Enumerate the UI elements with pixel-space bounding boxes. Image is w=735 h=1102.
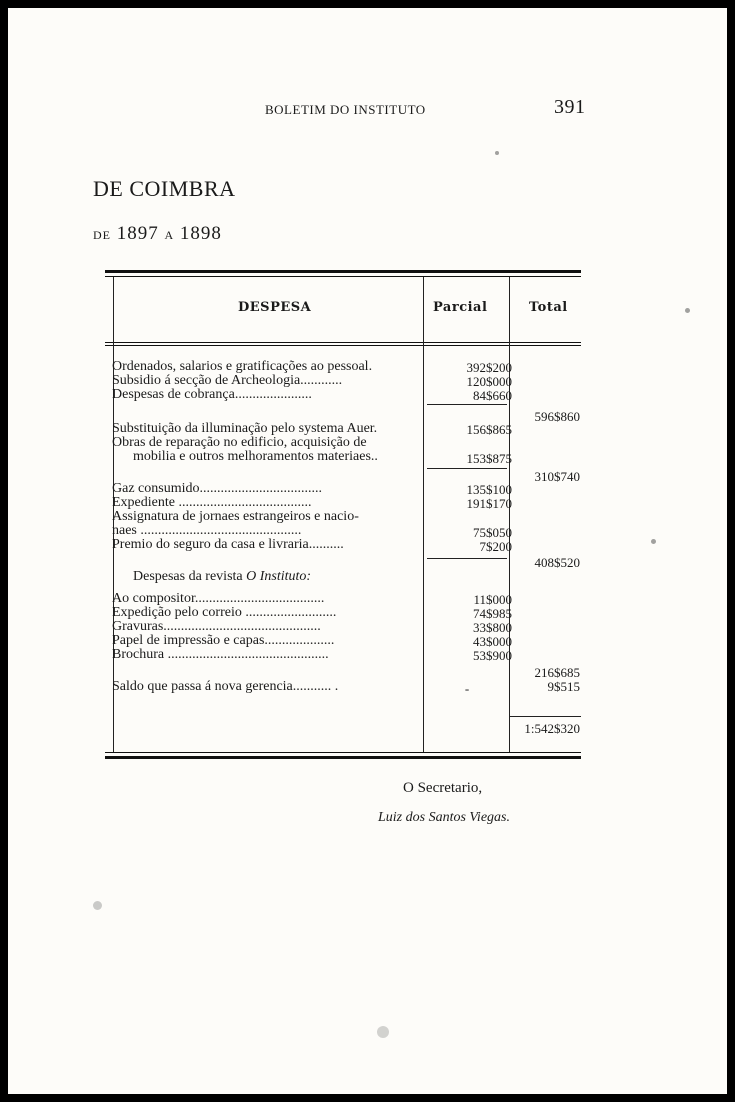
table-row-label: Assignatura de jornaes estrangeiros e nacio-: [112, 510, 359, 524]
table-row-parcial: 7$200: [479, 539, 512, 554]
table-row-label: Gaz consumido...................................: [112, 482, 322, 496]
header-total: Total: [529, 300, 568, 315]
table-row-label: Ordenados, salarios e gratificações ao pessoal.: [112, 360, 373, 374]
table-row-label: Expedição pelo correio ..........................: [112, 606, 337, 620]
subtotal-value: 310$740: [534, 469, 580, 484]
table-rule-top: [105, 270, 581, 273]
paper-speck: [495, 151, 499, 155]
subheading-de: DE: [93, 228, 111, 242]
table-row-parcial: -: [464, 681, 470, 696]
header-parcial: Parcial: [433, 300, 488, 315]
subtotal-value: 9$515: [547, 679, 580, 694]
paper-speck: [685, 308, 690, 313]
running-head-title: BOLETIM DO INSTITUTO: [265, 102, 426, 117]
table-rule-bottom: [105, 756, 581, 759]
revista-label-prefix: Despesas da revista: [133, 570, 247, 584]
table-row-parcial: 84$660: [473, 388, 512, 403]
table-row-label: Saldo que passa á nova gerencia........... .: [112, 680, 339, 694]
table-row-parcial: 74$985: [473, 606, 512, 621]
subtotal-value: 408$520: [534, 555, 580, 570]
section-heading: DE COIMBRA: [93, 176, 236, 201]
table-row-label: Despesas de cobrança......................: [112, 388, 312, 402]
grand-total-rule: [509, 716, 581, 717]
paper-speck: [93, 901, 102, 910]
header-despesa: DESPESA: [238, 300, 312, 315]
table-row-label: Obras de reparação no edificio, acquisição de: [112, 436, 367, 450]
subtotal-rule: [427, 468, 507, 469]
page: [8, 8, 727, 1094]
table-row-label: naes ..............................................: [112, 524, 302, 538]
table-row-parcial: 11$000: [473, 592, 512, 607]
revista-label-title: O Instituto:: [246, 570, 312, 584]
subtotal-value: 216$685: [534, 665, 580, 680]
table-row-label: Gravuras.............................................: [112, 620, 321, 634]
table-row-label: [133, 570, 417, 584]
table-row-label: mobilia e outros melhoramentos materiaes..: [133, 450, 378, 464]
table-row-parcial: 191$170: [466, 496, 512, 511]
table-row-label: Substituição da illuminação pelo systema Auer.: [112, 422, 378, 436]
subtotal-rule: [427, 558, 507, 559]
table-row-parcial: 33$800: [473, 620, 512, 635]
table-vline-parcial: [423, 277, 424, 752]
table-rule-bottom-thin: [105, 752, 581, 753]
subheading-a: A: [164, 228, 175, 242]
table-row-parcial: 53$900: [473, 648, 512, 663]
subtotal-rule: [427, 404, 507, 405]
page-number: 391: [554, 96, 586, 118]
paper-speck: [377, 1026, 389, 1038]
table-row-parcial: 153$875: [466, 451, 512, 466]
table-row-label: Papel de impressão e capas....................: [112, 634, 335, 648]
table-row-label: Brochura ..............................................: [112, 648, 329, 662]
signature-name: Luiz dos Santos Viegas.: [378, 810, 510, 825]
table-row-parcial: 392$200: [466, 360, 512, 375]
signature-role: O Secretario,: [403, 780, 483, 796]
paper-speck: [651, 539, 656, 544]
table-row-label: Premio do seguro da casa e livraria..........: [112, 538, 344, 552]
subheading-year-end: 1898: [179, 223, 222, 244]
table-row-label: Subsidio á secção de Archeologia............: [112, 374, 343, 388]
table-row-parcial: 156$865: [466, 422, 512, 437]
subheading-year-start: 1897: [116, 223, 159, 244]
table-row-parcial: 135$100: [466, 482, 512, 497]
section-subheading: [93, 223, 222, 245]
table-row-parcial: 75$050: [473, 525, 512, 540]
table-row-label: Expediente ......................................: [112, 496, 312, 510]
subtotal-value: 596$860: [534, 409, 580, 424]
grand-total-value: 1:542$320: [524, 721, 580, 736]
table-row-parcial: 120$000: [466, 374, 512, 389]
table-row-label: Ao compositor.....................................: [112, 592, 325, 606]
table-row-parcial: 43$000: [473, 634, 512, 649]
expense-table: [105, 270, 581, 760]
